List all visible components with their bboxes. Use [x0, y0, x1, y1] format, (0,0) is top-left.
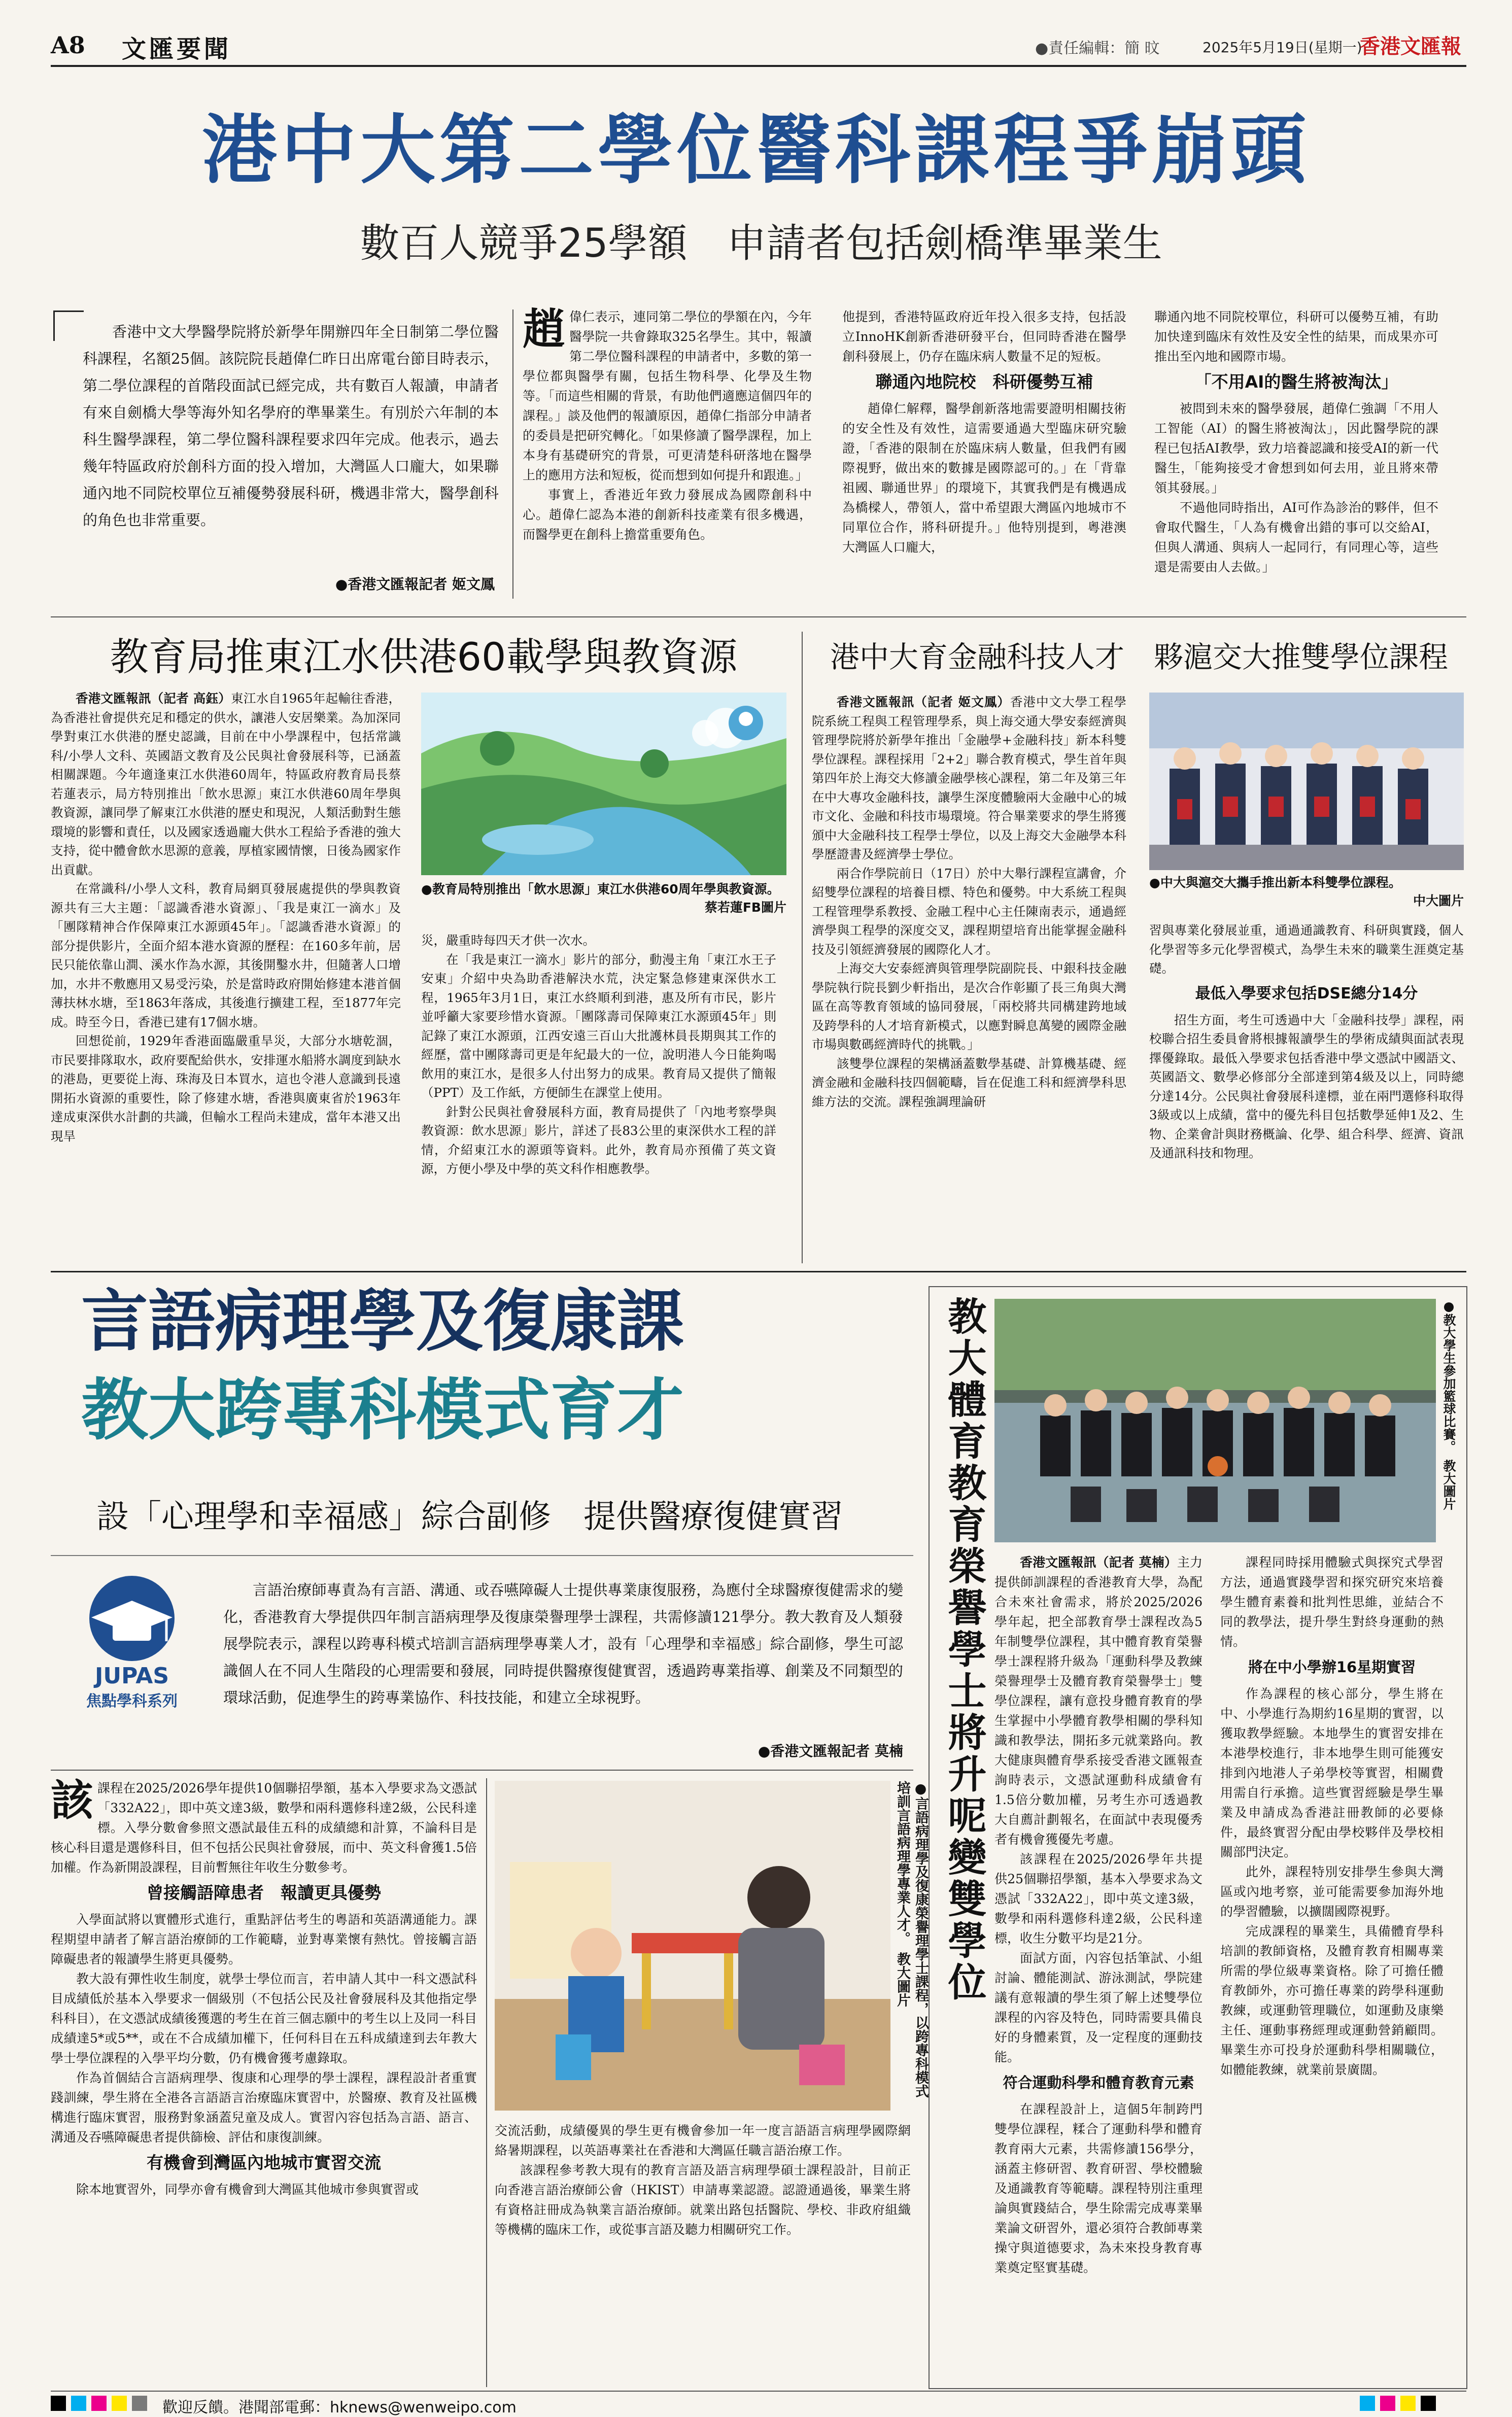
dongjiang-illustration: [421, 693, 786, 875]
reg-mark: [91, 2396, 107, 2411]
story5-photo-caption: ●教大學生參加籃球比賽。 教大圖片: [1441, 1299, 1456, 1510]
story4-lead-rule: [51, 1770, 913, 1771]
story1-sub1: 聯通內地院校 科研優勢互補: [875, 372, 1093, 392]
dropcap: 該: [51, 1775, 94, 1825]
story4-subhead: 設「心理學和幸福感」綜合副修 提供醫療復健實習: [96, 1498, 843, 1536]
story4-col1: 該課程在2025/2026學年提供10個聯招學額，基本入學要求為文憑試「332A22」，即中英文達3級，數學和兩科選修科達2級，公民科達標。入學分數會參照文憑試最佳五科的成績總和計算，不論科目是核心科目還是選修科目，但不包括公民與社會發展，而中、英文科會獲1.5倍加權。作為新開設課程，目前暫無往年收生分數參考。 曾接觸語障患者 報讀更具優勢 入學面試將以實體形式進行，重點評估考生的粵語和英語溝通能力。課程期望申請者了解言語治療師的工作範疇，並對專業懷有熱忱。曾接觸言語障礙患者的報讀學生將更具優勢。 教大設有彈性收生制度，就學士學位而言，若申請人其中一科文憑試科目成績低於基本入學要求一個級別（不包括公民及社會發展科及其他指定學科科目），在文憑試成績後獲選的考生在首三個志願中的考生以上及同一科目成績達5*或5**，或在不合成績加權下，任何科目在五科成績達到去年教大學士學位課程的入學平均分數，仍有機會獲考慮錄取。 作為首個結合言語病理學、復康和心理學的學士課程，課程設計者重實踐訓練，學生將在全港各言語語言治療臨床實習中，於醫療、教育及社區機構進行臨床實習，服務對象涵蓋兒童及成人。實習內容包括為言語、語言、溝通及吞嚥障礙患者提供篩檢、評估和康復訓練。 有機會到灣區內地城市實習交流 除本地實習外，同學亦會有機會到大灣區其他城市參與實習或: [51, 1775, 477, 2197]
reg-mark: [51, 2396, 66, 2411]
story3-col2: 習與專業化發展並重，通過通識教育、科研與實踐，個人化學習等多元化學習模式，為學生未來的職業生涯奠定基礎。 最低入學要求包括DSE總分14分 招生方面，考生可透過中大「金融科技學」課程，兩校聯合招生委員會將根據報讀學生的學術成績與面試表現擇優錄取。最低入學要求包括香港中學文憑試中國語文、英國語文、數學必修部分全部達到第4級及以上，同時總分達14分。公民與社會發展科達標，並在兩門選修科取得3級或以上成績，當中的優先科目包括數學延伸1及2、生物、企業會計與財務概論、化學、組合科學、經濟、資訊及通訊科技和物理。: [1149, 923, 1464, 1160]
header-rule: [51, 65, 1466, 67]
section-title: 文匯要聞: [122, 35, 232, 63]
story4-sub2: 有機會到灣區內地城市實習交流: [147, 2153, 381, 2172]
story3-sub: 最低入學要求包括DSE總分14分: [1195, 984, 1418, 1003]
story4-byline: ●香港文匯報記者 莫楠: [758, 1743, 903, 1759]
therapy-room-illustration: [495, 1781, 890, 2111]
dropcap: 趙: [523, 304, 566, 354]
jupas-label: JUPAS: [94, 1663, 169, 1689]
story1-col1: 趙偉仁表示，連同第二學位的學額在內，今年醫學院一共會錄取325名學生。其中，報讀第二學位醫科課程的申請者中，多數的第一學位都與醫學有關，包括生物科學、化學及生物等。「而這些相關的背景，有助他們適應這個四年的課程。」談及他們的報讀原因，趙偉仁指部分申請者的委員是把研究轉化。「如果修讀了醫學課程，加上本身有基礎研究的背景，可更清楚科研落地在醫學上的應用方法和短板，從而想到如何提升和跟進。」 事實上，香港近年致力發展成為國際創科中心。趙偉仁認為本港的創新科技產業有很多機遇，而醫學更在創科上擔當重要角色。: [523, 304, 812, 542]
story2-photo-credit: 蔡若蓮FB圖片: [704, 900, 786, 915]
jupas-badge: [56, 1573, 208, 1710]
reg-mark: [1421, 2396, 1436, 2411]
page-number: A8: [51, 31, 85, 59]
story4-headline-2: 教大跨專科模式育才: [81, 1371, 684, 1449]
story1-lead: 香港中文大學醫學院將於新學年開辦四年全日制第二學位醫科課程，名額25個。該院院長趙偉仁昨日出席電台節目時表示，第二學位課程的首階段面試已經完成，共有數百人報讀，申請者有來自劍橋大學等海外知名學府的準畢業生。有別於六年制的本科生醫學課程，第二學位醫科課程要求四年完成。他表示，過去幾年特區政府於創科方面的投入增加，大灣區人口龐大，如果聯通內地不同院校單位互補優勢發展科研，機遇非常大，醫學創科的角色也非常重要。: [83, 323, 499, 529]
story4-lead: 言語治療師專責為有言語、溝通、或吞嚥障礙人士提供專業康復服務，為應付全球醫療復健需求的變化，香港教育大學提供四年制言語病理學及復康榮譽理學士課程，共需修讀121學分。教大教育及人類發展學院表示，課程以跨專科模式培訓言語病理學專業人才，設有「心理學和幸福感」綜合副修，學生可認識個人在不同人生階段的心理需要和發展，同時提供醫療復健實習，透過跨專業指導、創業及不同類型的環球活動，促進學生的跨專業協作、科技技能，和建立全球視野。: [223, 1581, 903, 1706]
speech-therapy-photo: [495, 1781, 890, 2111]
story5-col1: 香港文匯報訊（記者 莫楠）主力提供師訓課程的香港教育大學，為配合未來社會需求，將於2025/2026學年起，把全部教育學士課程改為5年制雙學位課程，其中體育教育榮譽學士課程將升級為「運動科學及教練榮譽理學士及體育教育榮譽學士」雙學位課程，讓有意投身體育教育的學生掌握中小學體育教學相關的學科知識和教學法，開拓多元就業路向。教大健康與體育學系接受香港文匯報查詢時表示，文憑試運動科成績會有1.5倍分數加權，另考生亦可透過教大自薦計劃報名，在面試中表現優秀者有機會獲優先考慮。 該課程在2025/2026學年共提供25個聯招學額，基本入學要求為文憑試「332A22」，即中英文達3級，數學和兩科選修科達2級，公民科達標，收生分數平均是21分。 面試方面，內容包括筆試、小組討論、體能測試、游泳測試，學院建議有意報讀的學生須了解上述雙學位課程的內容及特色，同時需要具備良好的身體素質，及一定程度的運動技能。 符合運動科學和體育教育元素 在課程設計上，這個5年制跨門雙學位課程，糅合了運動科學和體育教育兩大元素，共需修讀156學分，涵蓋主修研習、教育研習、學校體驗及通識教育等範疇。課程特別注重理論與實踐結合，學生除需完成專業畢業論文研習外，還必須符合教師專業操守與道德要求，為未來投身教育專業奠定堅實基礎。: [994, 1555, 1202, 2275]
story4-col2: 交流活動，成績優異的學生更有機會參加一年一度言語語言病理學國際網絡暑期課程，以英語專業社在香港和大灣區任職言語治療工作。 該課程參考教大現有的教育言語及語言病理學碩士課程設計，目前正向香港言語治療師公會（HKIST）申請專業認證。認證通過後，畢業生將有資格註冊成為執業言語治療師。就業出路包括醫院、學校、非政府組織等機構的臨床工作，或從事言語及聽力相關研究工作。: [495, 2123, 911, 2237]
story2-photo-caption: ●教育局特別推出「飲水思源」東江水供港60周年學與教資源。 蔡若蓮FB圖片: [421, 880, 786, 917]
story4-photo-caption: ●言語病理學及復康榮譽理學士課程，以跨專科模式培訓言語病理學專業人才。 教大圖片: [895, 1781, 929, 2098]
jupas-series: 焦點學科系列: [86, 1693, 178, 1710]
story4-sub1: 曾接觸語障患者 報讀更具優勢: [147, 1883, 381, 1903]
basketball-team-illustration: [994, 1299, 1436, 1542]
newspaper-logo: 香港文匯報: [1360, 34, 1461, 58]
mid-rule: [51, 1271, 1466, 1272]
story3-photo-caption: ●中大與滬交大攜手推出新本科雙學位課程。 中大圖片: [1149, 874, 1464, 910]
story4-sub-rule: [51, 1555, 913, 1556]
feedback-line: 歡迎反饋。港聞部電郵：hknews@wenweipo.com: [162, 2399, 517, 2416]
basketball-photo: [994, 1299, 1436, 1542]
story5-photo-credit: 教大圖片: [1441, 1459, 1456, 1510]
footer-rule: [51, 2391, 1466, 2392]
story2-col2: 災，嚴重時每四天才供一次水。 在「我是東江一滴水」影片的部分，動漫主角「東江水王子安東」介紹中央為助香港解決水荒，決定緊急修建東深供水工程，1965年3月1日，東江水終順利到港，惠及所有市民，影片並呼籲大家要珍惜水資源。「團隊壽司保障東江水源頭45年」則記錄了東江水源頭，江西安遠三百山大批護林員長期與其工作的經歷，當中團隊壽司更是年紀最大的一位，說明港人今日能夠喝飲用的東江水，是很多人付出努力的成果。教育局又提供了簡報（PPT）及工作紙，方便師生在課堂上使用。 針對公民與社會發展科方面，教育局提供了「內地考察學與教資源：飲水思源」影片，詳述了長83公里的東深供水工程的詳情，介紹東江水的源頭等資料。此外，教育局亦預備了英文資源，方便小學及中學的英文科作相應教學。: [421, 933, 776, 1176]
story1-bottom-rule: [51, 616, 1466, 617]
story4-headline-1: 言語病理學及復康課: [81, 1282, 684, 1361]
reg-mark: [1360, 2396, 1375, 2411]
river-illustration: [421, 693, 786, 875]
story1-col2: 他提到，香港特區政府近年投入很多支持，包括設立InnoHK創新香港研發平台，但同時香港在醫學創科發展上，仍存在臨床病人數量不足的短板。 聯通內地院校 科研優勢互補 趙偉仁解釋，醫學創新落地需要證明相關技術的安全性及有效性，這需要通過大型臨床研究驗證，「香港的限制在於臨床病人數量，但我們有國際視野，做出來的數據是國際認可的。」在「背靠祖國、聯通世界」的環境下，其實我們是有機遇成為橋樑人，帶領人，當中希望跟大灣區內地城市不同單位合作，將科研提升。」他特別提到，粵港澳大灣區人口龐大，: [842, 309, 1126, 555]
lead-corner-rule-v: [53, 310, 55, 341]
group-photo-illustration: [1149, 693, 1464, 870]
graduation-cap-icon: [56, 1573, 208, 1664]
column-rule: [802, 632, 803, 1263]
story1-col3: 聯通內地不同院校單位，科研可以優勢互補，有助加快達到臨床有效性及安全性的結果，而成果亦可推出至內地和國際市場。 「不用AI的醫生將被淘汰」 被問到未來的醫學發展，趙偉仁強調「不用人工智能（AI）的醫生將被淘汰」，因此醫學院的課程已包括AI教學，致力培養認識和接受AI的新一代醫生，「能夠接受才會想到如何去用，並且將來帶領其發展。」 不過他同時指出，AI可作為診治的夥伴，但不會取代醫生，「人為有機會出錯的事可以交給AI，但與人溝通、與病人一起同行，有同理心等，這些還是需要由人去做。」: [1154, 309, 1438, 574]
story5-sub1: 符合運動科學和體育教育元素: [1003, 2074, 1194, 2091]
reg-mark: [71, 2396, 86, 2411]
lead-corner-rule: [53, 310, 84, 312]
column-rule: [486, 1778, 487, 2387]
reg-mark: [1400, 2396, 1416, 2411]
story1-lead-box: [53, 304, 500, 604]
reg-mark: [112, 2396, 127, 2411]
cuhk-sjtu-photo: [1149, 693, 1464, 870]
story1-headline: 港中大第二學位醫科課程爭崩頭: [202, 106, 1310, 194]
column-rule: [512, 309, 513, 599]
story1-sub2: 「不用AI的醫生將被淘汰」: [1194, 372, 1398, 392]
story3-col1: 香港文匯報訊（記者 姬文鳳）香港中文大學工程學院系統工程與工程管理學系，與上海交通大學安泰經濟與管理學院將於新學年推出「金融學+金融科技」新本科雙學位課程。課程採用「2+2」聯合教育模式，學生首年與第四年於上海交大修讀金融學核心課程，第二年及第三年在中大專攻金融科技，讓學生深度體驗兩大金融中心的城市文化、金融和科技市場環境。符合畢業要求的學生將獲頒中大金融科技工程學士學位，以及上海交大金融學本科學歷證書及經濟學士學位。 兩合作學院前日（17日）於中大舉行課程宣講會，介紹雙學位課程的培養目標、特色和優勢。中大系統工程與工程管理學系教授、金融工程中心主任陳南表示，通過經濟學與工程學的深度交叉，課程期望培育出能掌握金融科技及引領經濟發展的國際化人才。 上海交大安泰經濟與管理學院副院長、中銀科技金融學院執行院長劉少軒指出，是次合作彰顯了長三角與大灣區在高等教育領域的協同發展，「兩校將共同構建跨地域及跨學科的人才培育新模式，以應對瞬息萬變的國際金融市場與數碼經濟時代的挑戰。」 該雙學位課程的架構涵蓋數學基礎、計算機基礎、經濟金融和金融科技四個範疇，旨在促進工科和經濟學科思維方法的交流。課程強調理論研: [812, 695, 1127, 1109]
story2-col1: 香港文匯報訊（記者 高鈺）東江水自1965年起輸往香港，為香港社會提供充足和穩定的供水，讓港人安居樂業。為加深同學對東江水供港的歷史認識，目前在中小學課程中，包括常識科/小學人文科、英國語文教育及公民與社會發展科等，已涵蓋相關課題。今年適逢東江水供港60周年，特區政府教育局長蔡若蓮表示，局方特別推出「飲水思源」東江水供港60周年學與教資源，讓同學了解東江水供港的歷史和現況，人類活動對生態環境的影響和責任，以及國家透過龐大供水工程給予香港的強大支持，從中體會飲水思源的意義，厚植家國情懷，日後為國家作出貢獻。 在常識科/小學人文科，教育局網頁發展處提供的學與教資源共有三大主題：「認識香港水資源」、「我是東江一滴水」及「團隊精神合作保障東江水源頭45年」。「認識香港水資源」的部分提供影片，全面介紹本港水資源的歷程：在160多年前，居民只能依靠山澗、溪水作為水源，其後開鑿水井，但隨著人口增加，水井不敷應用又易受污染，於是當時政府開始修建本港首個薄扶林水塘，至1863年落成，其後進行擴建工程，至1877年完成。時至今日，香港已建有17個水塘。 回想從前，1929年香港面臨嚴重旱災，大部分水塘乾涸，市民要排隊取水，政府要配給供水，安排運水船將水調度到缺水的港島，更要從上海、珠海及日本買水，這也令港人意識到長遠開拓水資源的重要性，除了修建水塘，香港與廣東省於1963年達成東深供水計劃的共識，但輸水工程尚未建成，當年本港又出現旱: [51, 691, 401, 1144]
story3-headline: 港中大育金融科技人才 夥滬交大推雙學位課程: [830, 640, 1448, 674]
reg-mark: [132, 2396, 147, 2411]
story4-photo-credit: 教大圖片: [895, 1952, 910, 2007]
reg-mark: [1380, 2396, 1395, 2411]
story3-photo-credit: 中大圖片: [1413, 893, 1464, 908]
story5-headline: 教大體育教育榮譽學士將升呢變雙學位: [942, 1296, 987, 2004]
story1-byline: ●香港文匯報記者 姬文鳳: [335, 576, 495, 593]
story5-col2: 課程同時採用體驗式與探究式學習方法，通過實踐學習和探究研究來培養學生體育素養和批判性思維，並結合不同的教學法，提升學生對終身運動的熱情。 將在中小學辦16星期實習 作為課程的核心部分，學生將在中、小學進行為期約16星期的實習，以獲取教學經驗。本地學生的實習安排在本港學校進行，非本地學生則可能獲安排到內地港人子弟學校等實習，相關費用需自行承擔。這些實習經驗是學生畢業及申請成為香港註冊教師的必要條件，最終實習分配由學校夥伴及學校相關部門決定。 此外，課程特別安排學生參與大灣區或內地考察，並可能需要參加海外地的學習體驗，以擴闊國際視野。 完成課程的畢業生，具備體育學科培訓的教師資格，及體育教育相關專業所需的學位級專業資格。除了可擔任體育教師外，亦可擔任專業的跨學科運動教練，或運動管理職位，如運動及康樂主任、運動事務經理或運動營銷顧問。畢業生亦可投身於運動科學相關職位，如體能教練，就業前景廣闊。: [1220, 1555, 1444, 2077]
issue-date: 2025年5月19日(星期一): [1202, 39, 1362, 56]
story1-subhead: 數百人競爭25學額 申請者包括劍橋準畢業生: [360, 221, 1162, 266]
story2-headline: 教育局推東江水供港60載學與教資源: [110, 634, 738, 679]
editor-credit: ●責任編輯：簡 旼: [1035, 40, 1160, 57]
story5-sub2: 將在中小學辦16星期實習: [1248, 1659, 1416, 1676]
